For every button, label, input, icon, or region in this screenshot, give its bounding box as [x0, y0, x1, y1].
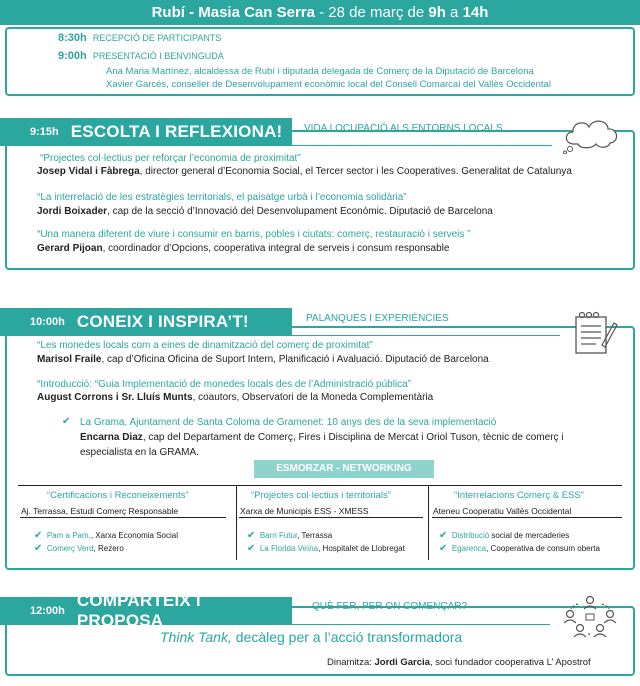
col-2-rule	[239, 517, 423, 518]
s2-item-2-name: August Corrons i Sr. Lluís Munts	[37, 392, 193, 403]
columns-top-rule	[18, 485, 622, 486]
intro-row-1	[58, 32, 221, 44]
dinamitza-label: Dinamitza:	[327, 657, 375, 668]
s1-item-3-quote: “Una manera diferent de viure i consumir en barris, pobles i ciutats: comerç, restauració i serveis ”	[37, 229, 471, 240]
col-1-item-1-rest: , Xarxa Economia Social	[90, 531, 179, 540]
intro-label-2: PRESENTACIÓ I BENVINGUDA	[92, 51, 224, 61]
col-2-item-1	[247, 530, 332, 542]
s2-case-speaker	[80, 432, 564, 444]
s2-case-role-cont: especialista en la GRAMA.	[80, 447, 199, 458]
col-2-item-2-rest: , Hospitalet de Llobregat	[318, 544, 405, 553]
think-tank-label: Think Tank,	[160, 629, 232, 645]
col-2-title: “Projectes col·lectius i territorials”	[251, 490, 391, 501]
header-start: 9h	[428, 4, 446, 21]
col-3-item-2	[439, 543, 600, 555]
check-icon: ✔	[247, 543, 256, 554]
col-3-item-1-rest: social de mercaderies	[489, 531, 570, 540]
s1-item-1-quote: “Projectes col·lectius per reforçar l’economia de proximitat”	[40, 153, 301, 164]
people-network-icon	[562, 592, 618, 640]
s1-item-3-speaker	[37, 243, 449, 255]
col-3-item-2-rest: , Cooperativa de consum oberta	[486, 544, 600, 553]
check-icon: ✔	[34, 543, 43, 554]
col-2-item-2-name: La Florida Veïna	[259, 544, 319, 553]
col-1-item-2-rest: , Rezero	[93, 544, 124, 553]
section-2-subtitle: PALANQUES I EXPERIÈNCIES	[306, 313, 449, 324]
notepad-icon	[572, 309, 618, 357]
col-1-title: “Certificacions i Reconeixements”	[47, 490, 189, 501]
check-icon: ✔	[34, 530, 43, 541]
s1-item-2-speaker	[37, 206, 493, 218]
dinamitza-role: , soci fundador cooperativa L’ Apostrof	[429, 657, 591, 668]
col-3-rule	[432, 517, 622, 518]
col-1-rule	[20, 517, 226, 518]
thought-cloud-icon	[560, 114, 624, 154]
intro-row-2	[58, 50, 224, 62]
col-1-item-1-name: Pam a Pam,	[46, 531, 91, 540]
intro-speaker-2: Xavier Garcés, conseller de Desenvolupament econòmic local del Consell Comarcal del Vallès Occidental	[106, 79, 551, 90]
section-1-title: ESCOLTA I REFLEXIONA!	[70, 122, 283, 141]
s1-item-3-role: , coordinador d’Opcions, cooperativa integral de serveis i consum responsable	[102, 243, 450, 254]
s1-item-1-speaker	[37, 166, 572, 178]
check-icon: ✔	[62, 416, 71, 427]
s2-item-1-quote: “Les monedes locals com a eines de dinamització del comerç de proximitat”	[37, 340, 373, 351]
header-end: 14h	[462, 4, 489, 21]
section-3-time: 12:00h	[30, 605, 65, 617]
intro-label-1: RECEPCIÓ DE PARTICIPANTS	[92, 33, 222, 43]
col-3-title: “Interrelacions Comerç & ESS”	[454, 490, 584, 501]
col-3-item-1	[439, 530, 569, 542]
column-divider-1	[236, 485, 237, 560]
col-3-item-2-name: Egarenca	[451, 544, 487, 553]
col-1-item-2-name: Comerç Verd	[46, 544, 94, 553]
s2-case-role: , cap del Departament de Comerç, Fires i Disciplina de Mercat i Oriol Tuson, tècnic de comerç i	[142, 432, 564, 443]
s1-item-1-role: , director general d’Economia Social, el Tercer sector i les Cooperatives. Generalitat de Catalunya	[139, 166, 572, 177]
section-3-rule	[292, 624, 550, 625]
section-2-rule	[292, 335, 560, 336]
header-sep: a	[445, 4, 463, 21]
section-3-subtitle: QUÈ FER, PER ON COMENÇAR?	[312, 601, 468, 612]
intro-speaker-1: Ana Maria Martínez, alcaldessa de Rubí i diputada delegada de Comerç de la Diputació de Barcelona	[106, 66, 534, 77]
s2-case-title: La Grama, Ajuntament de Santa Coloma de Gramenet: 10 anys des de la seva implementació	[80, 417, 497, 428]
s2-item-1-role: , cap d’Oficina Oficina de Suport Intern, Planificació i Avaluació. Diputació de Barcelona	[101, 354, 489, 365]
col-1-item-2	[34, 543, 124, 555]
networking-break: ESMORZAR - NETWORKING	[254, 460, 434, 478]
col-1-lead: Aj. Terrassa, Estudi Comerç Responsable	[21, 506, 179, 516]
section-3-title: COMPARTEIX I PROPOSA	[76, 591, 201, 630]
section-2-time: 10:00h	[30, 316, 65, 328]
think-tank-line	[160, 628, 462, 646]
intro-time-2: 9:00h	[58, 50, 87, 62]
s2-case-name: Encarna Diaz	[80, 432, 143, 443]
col-3-item-1-name: Distribució	[451, 531, 490, 540]
s1-item-3-name: Gerard Pijoan	[37, 243, 103, 254]
section-2-title: CONEIX I INSPIRA’T!	[76, 312, 249, 331]
page-header	[0, 0, 640, 25]
column-divider-2	[428, 485, 429, 560]
col-2-item-1-name: Barri Futur	[259, 531, 298, 540]
section-1-time: 9:15h	[30, 126, 59, 138]
col-1-item-1	[34, 530, 178, 542]
check-icon: ✔	[439, 530, 448, 541]
s1-item-1-name: Josep Vidal i Fàbrega	[37, 166, 140, 177]
s1-item-2-role: , cap de la secció d’Innovació del Desenvolupament Econòmic. Diputació de Barcelona	[107, 206, 493, 217]
s2-item-1-name: Marisol Fraile	[37, 354, 102, 365]
section-2-tab	[0, 308, 292, 336]
think-tank-text: decàleg per a l’acció transformadora	[231, 629, 463, 645]
check-icon: ✔	[439, 543, 448, 554]
dinamitza-name: Jordi Garcia	[374, 657, 430, 668]
s2-item-2-speaker	[37, 392, 433, 404]
section-1-tab	[0, 118, 292, 146]
s1-item-2-name: Jordi Boixader	[37, 206, 108, 217]
header-place: Rubí - Masia Can Serra	[151, 4, 315, 21]
section-1-subtitle: VIDA I OCUPACIÓ ALS ENTORNS LOCALS	[304, 123, 503, 134]
intro-time-1: 8:30h	[58, 32, 87, 44]
col-2-lead: Xarxa de Municipis ESS - XMESS	[240, 506, 369, 516]
s2-item-2-role: , coautors, Observatori de la Moneda Complementària	[192, 392, 434, 403]
check-icon: ✔	[247, 530, 256, 541]
s1-item-2-quote: “La interrelació de les estratègies territorials, el paisatge urbà i l’economia solidària”	[37, 192, 407, 203]
s2-item-2-quote: “Introducció: “Guia Implementació de monedes locals des de l’Administració pública”	[37, 379, 412, 390]
col-2-item-1-rest: , Terrassa	[297, 531, 333, 540]
s2-item-1-speaker	[37, 354, 489, 366]
col-3-lead: Ateneu Cooperatiu Vallès Occidental	[433, 506, 572, 516]
col-2-item-2	[247, 543, 405, 555]
dinamitza-line	[327, 657, 591, 669]
header-date: - 28 de març de	[314, 4, 429, 21]
section-1-rule	[292, 145, 552, 146]
section-3-tab	[0, 591, 292, 630]
